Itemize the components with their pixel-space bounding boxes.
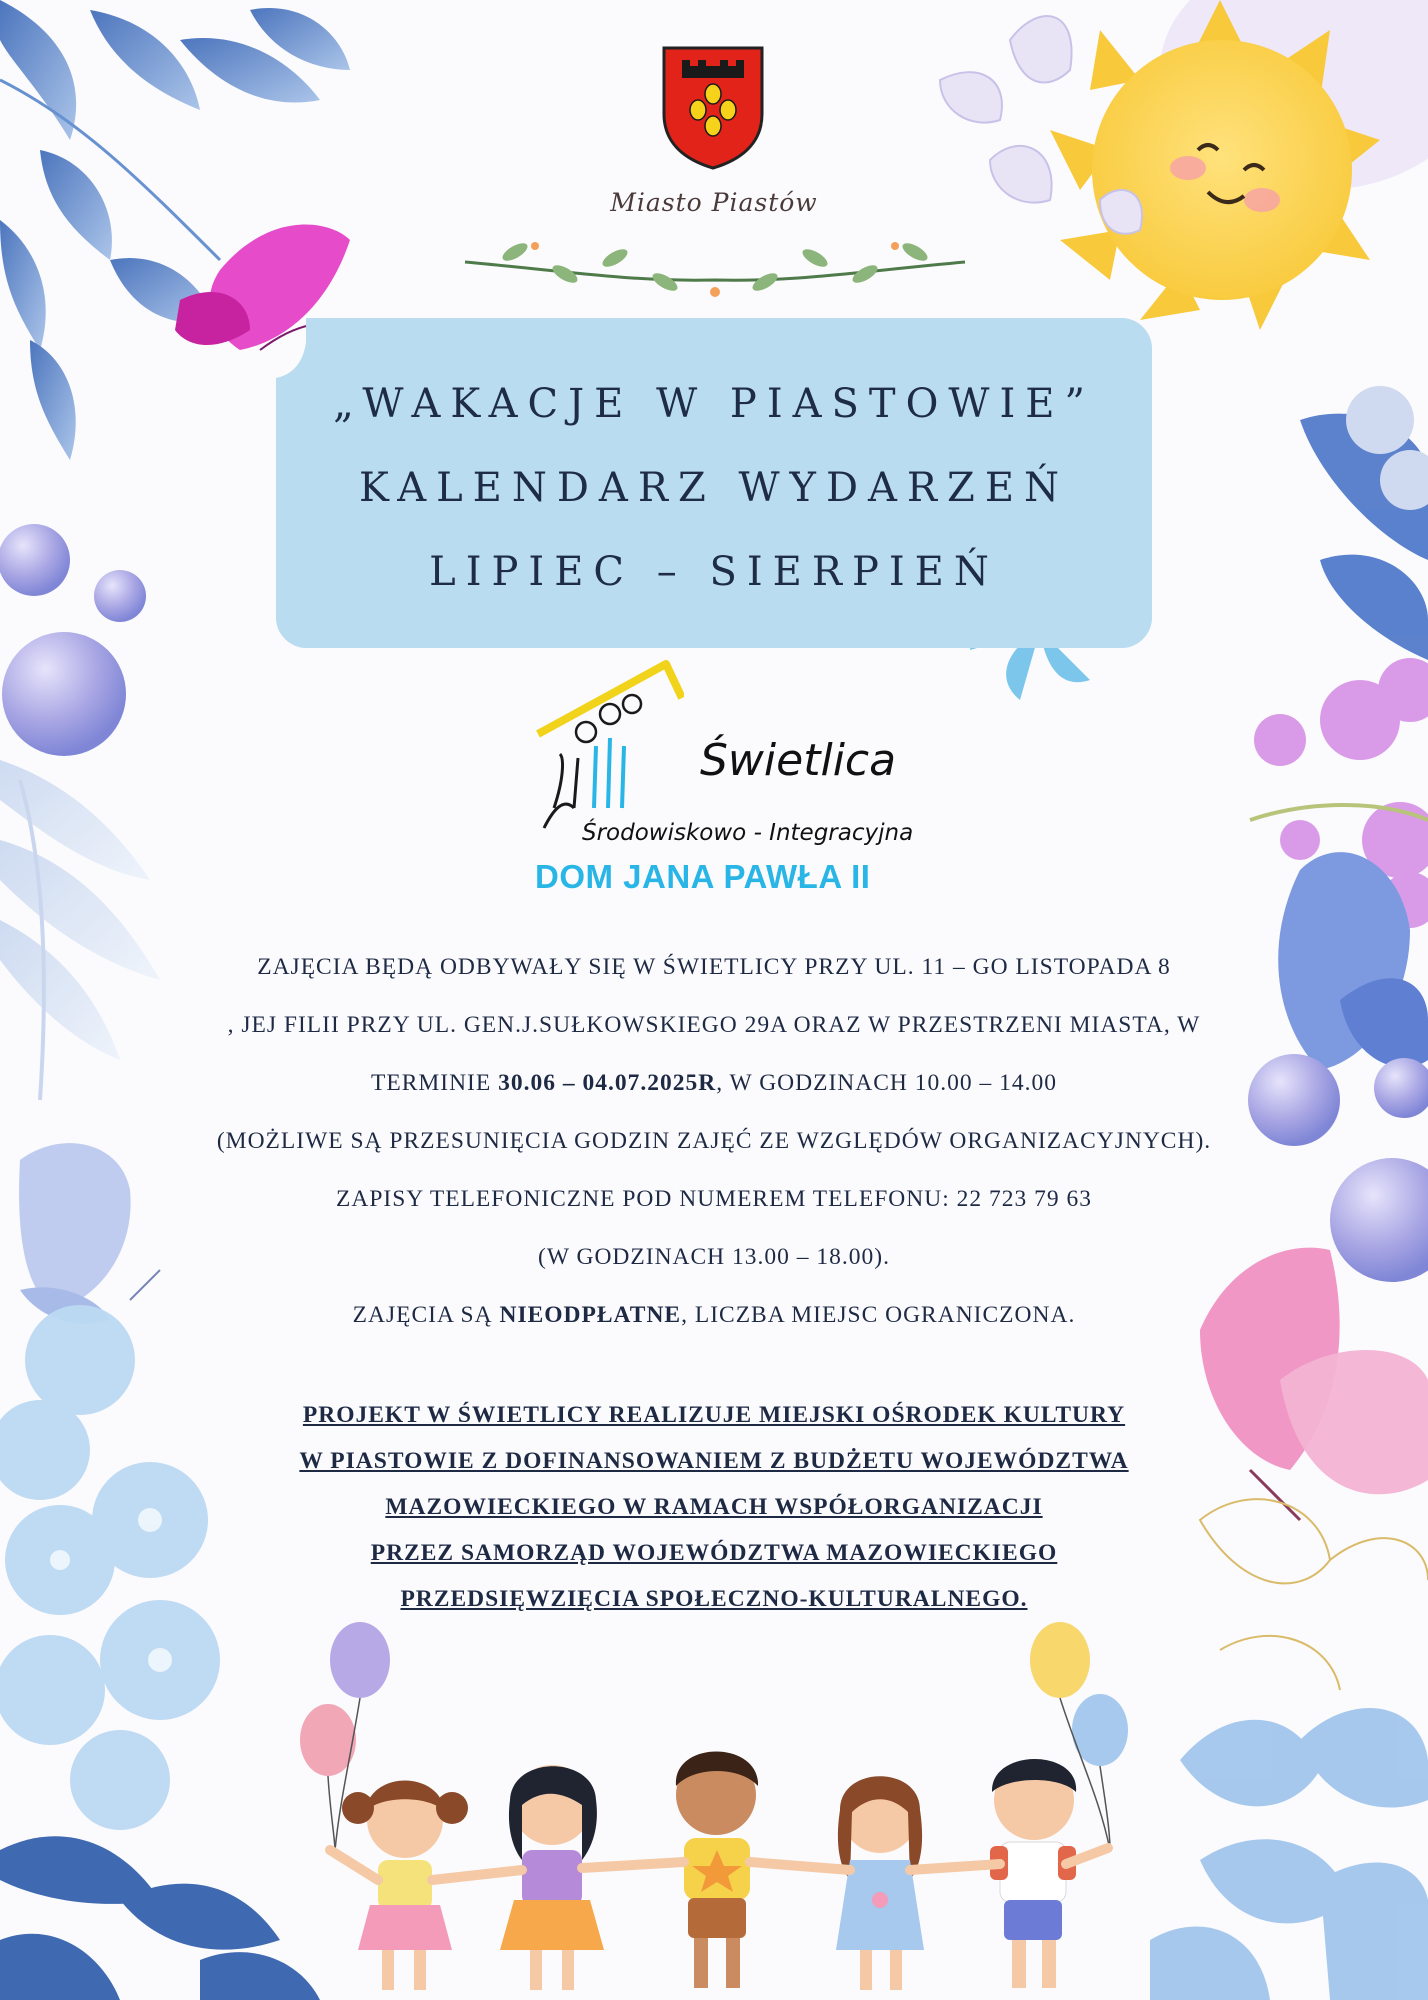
info-line-1: ZAJĘCIA BĘDĄ ODBYWAŁY SIĘ W ŚWIETLICY PRZY UL. 11 – GO LISTOPADA 8 xyxy=(257,954,1171,980)
children-holding-hands-icon xyxy=(330,1752,1108,1991)
flowers-right-icon xyxy=(1250,386,1428,928)
title-block xyxy=(276,362,1152,614)
butterfly-left-icon xyxy=(19,1143,160,1324)
butterfly-pink-icon xyxy=(1200,1248,1428,1520)
project-line-2: W PIASTOWIE Z DOFINANSOWANIEM Z BUDŻETU WOJEWÓDZTWA xyxy=(299,1448,1129,1474)
title-line-3: LIPIEC – SIERPIEŃ xyxy=(429,549,999,595)
title-line-1: „WAKACJE W PIASTOWIE” xyxy=(333,381,1095,427)
city-crest-icon xyxy=(660,44,766,170)
date-range: 30.06 – 04.07.2025R xyxy=(498,1070,717,1096)
project-line-4: PRZEZ SAMORZĄD WOJEWÓDZTWA MAZOWIECKIEGO xyxy=(370,1540,1058,1566)
info-line-4: (MOŻLIWE SĄ PRZESUNIĘCIA GODZIN ZAJĘĆ ZE WZGLĘDÓW ORGANIZACYJNYCH). xyxy=(216,1128,1212,1154)
info-line-3 xyxy=(170,1070,1258,1097)
logo-subtitle: Środowiskowo - Integracyjna xyxy=(582,820,914,846)
logo-word: Świetlica xyxy=(700,735,897,786)
city-name: Miasto Piastów xyxy=(610,188,818,217)
vine-ornament-icon xyxy=(455,212,975,302)
info-line-7-pre: ZAJĘCIA SĄ xyxy=(352,1302,500,1328)
info-line-3-pre: TERMINIE xyxy=(370,1070,499,1096)
info-line-7 xyxy=(170,1302,1258,1329)
info-line-2: , JEJ FILII PRZY UL. GEN.J.SUŁKOWSKIEGO 29A ORAZ W PRZESTRZENI MIASTA, W xyxy=(227,1012,1201,1038)
info-line-7-post: , LICZBA MIEJSC OGRANICZONA. xyxy=(681,1302,1076,1328)
free-of-charge: NIEODPŁATNE xyxy=(499,1302,682,1328)
title-line-2: KALENDARZ WYDARZEŃ xyxy=(358,465,1070,511)
project-line-5: PRZEDSIĘWZIĘCIA SPOŁECZNO-KULTURALNEGO. xyxy=(400,1586,1028,1612)
logo-name: DOM JANA PAWŁA II xyxy=(535,858,871,895)
project-line-3: MAZOWIECKIEGO W RAMACH WSPÓŁORGANIZACJI xyxy=(385,1494,1043,1520)
project-line-1: PROJEKT W ŚWIETLICY REALIZUJE MIEJSKI OŚRODEK KULTURY xyxy=(302,1402,1126,1428)
info-line-3-post: , W GODZINACH 10.00 – 14.00 xyxy=(716,1070,1057,1096)
info-line-6: (W GODZINACH 13.00 – 18.00). xyxy=(538,1244,890,1270)
info-line-5: ZAPISY TELEFONICZNE POD NUMEREM TELEFONU: 22 723 79 63 xyxy=(336,1186,1092,1212)
